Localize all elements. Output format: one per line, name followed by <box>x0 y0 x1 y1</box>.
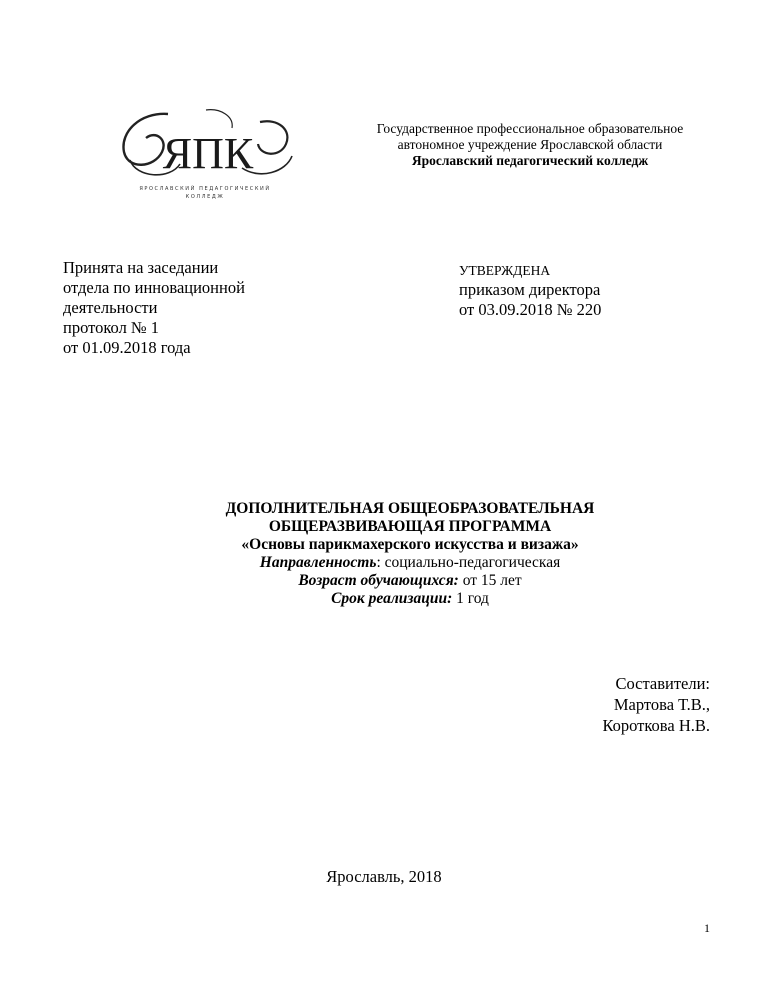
logo-caption-line2: КОЛЛЕДЖ <box>185 194 225 200</box>
logo-caption-line1: ЯРОСЛАВСКИЙ ПЕДАГОГИЧЕСКИЙ <box>139 186 271 192</box>
approved-block <box>459 262 719 320</box>
accepted-block <box>63 258 323 358</box>
approved-line3: от 03.09.2018 № 220 <box>459 300 602 319</box>
direction-label: Направленность <box>259 554 377 571</box>
logo-monogram: ЯПК <box>162 129 254 178</box>
institution-line2: автономное учреждение Ярославской области <box>397 137 663 152</box>
direction-value: : социально-педагогическая <box>376 554 561 571</box>
program-term <box>120 590 700 608</box>
college-monogram-icon <box>110 108 300 190</box>
age-label: Возраст обучающихся: <box>298 572 459 589</box>
authors-label: Составители: <box>615 674 710 693</box>
term-value: 1 год <box>452 590 489 607</box>
approved-line2: приказом директора <box>459 280 601 299</box>
author-2: Короткова Н.В. <box>602 716 710 735</box>
city-year: Ярославль, 2018 <box>326 867 442 886</box>
program-name: «Основы парикмахерского искусства и визажа» <box>241 536 579 553</box>
program-title-block <box>120 500 700 608</box>
program-age <box>120 572 700 590</box>
program-title-line2: ОБЩЕРАЗВИВАЮЩАЯ ПРОГРАММА <box>268 518 552 535</box>
accepted-line5: от 01.09.2018 года <box>63 338 191 357</box>
program-title-line1: ДОПОЛНИТЕЛЬНАЯ ОБЩЕОБРАЗОВАТЕЛЬНАЯ <box>225 500 595 517</box>
page-number: 1 <box>704 921 710 935</box>
authors-block <box>410 673 710 736</box>
institution-header <box>330 121 730 169</box>
age-value: от 15 лет <box>458 572 522 589</box>
accepted-line1: Принята на заседании <box>63 258 219 277</box>
accepted-line3: деятельности <box>63 298 158 317</box>
program-direction <box>120 554 700 572</box>
college-logo <box>110 108 300 208</box>
term-label: Срок реализации: <box>331 590 453 607</box>
approved-line1: УТВЕРЖДЕНА <box>459 263 551 278</box>
institution-line1: Государственное профессиональное образовательное <box>376 121 684 136</box>
institution-name: Ярославский педагогический колледж <box>411 153 649 168</box>
author-1: Мартова Т.В., <box>613 695 710 714</box>
accepted-line4: протокол № 1 <box>63 318 160 337</box>
accepted-line2: отдела по инновационной <box>63 278 245 297</box>
